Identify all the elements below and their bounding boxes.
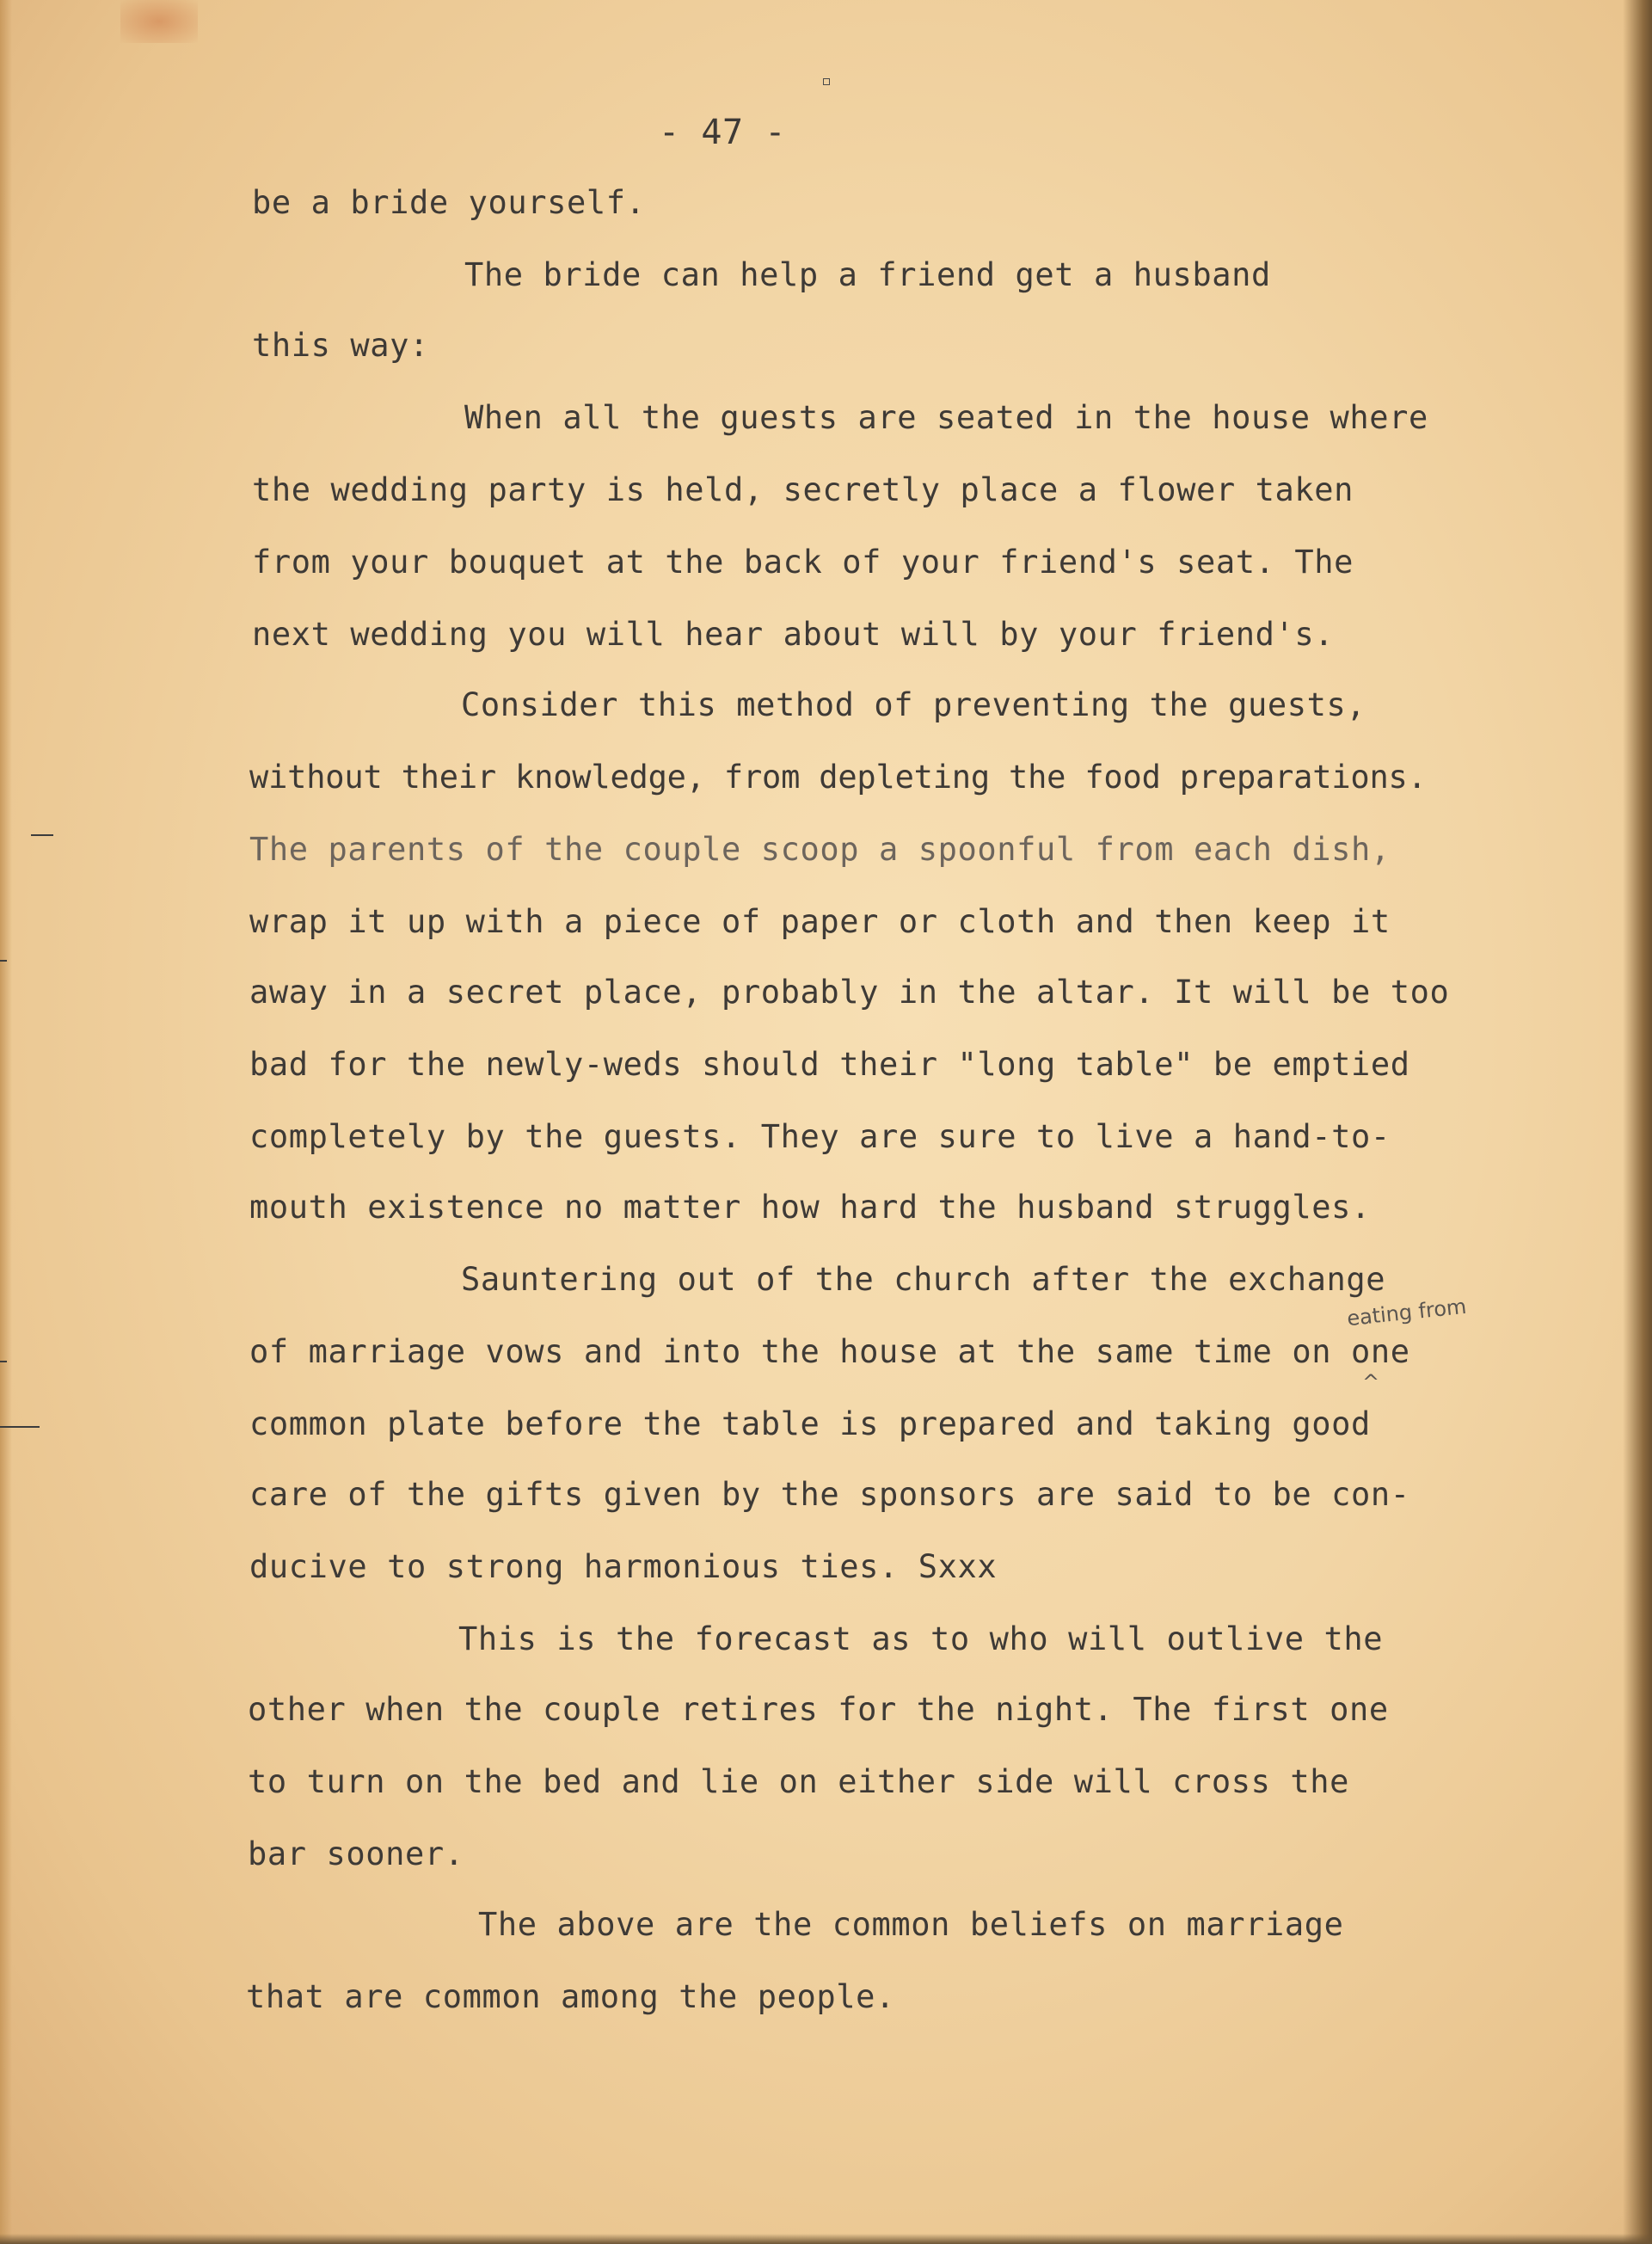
text-line: of marriage vows and into the house at the same time on one [249,1333,1410,1370]
text-line: from your bouquet at the back of your friend's seat. The [252,544,1354,581]
margin-mark [0,960,7,962]
text-line: ducive to strong harmonious ties. Sxxx [249,1548,998,1585]
insertion-caret: ^ [1362,1370,1380,1394]
text-line: to turn on the bed and lie on either side will cross the [248,1763,1350,1800]
page-edge-left [0,0,12,2244]
text-line: The parents of the couple scoop a spoonful from each dish, [249,831,1391,868]
text-line: the wedding party is held, secretly place a flower taken [252,471,1354,508]
text-line: bad for the newly-weds should their "long table" be emptied [249,1046,1410,1083]
page-number: - 47 - [659,113,787,152]
text-line: The above are the common beliefs on marriage [478,1906,1344,1943]
text-line: This is the forecast as to who will outlive the [458,1620,1384,1657]
text-line: without their knowledge, from depleting the food preparations. [249,759,1427,796]
text-line: common plate before the table is prepared and taking good [249,1405,1371,1442]
text-line: When all the guests are seated in the house where [464,399,1428,436]
text-line: away in a secret place, probably in the altar. It will be too [249,974,1450,1011]
page-edge-right [1623,0,1652,2244]
text-line: wrap it up with a piece of paper or cloth and then keep it [249,903,1391,940]
handwritten-annotation: eating from [1345,1294,1468,1331]
margin-mark [31,834,53,836]
text-line: Consider this method of preventing the guests, [461,686,1366,723]
paper-speck [823,78,830,85]
margin-mark [0,1361,7,1362]
text-line: next wedding you will hear about will by your friend's. [252,616,1335,653]
text-line: bar sooner. [248,1835,464,1872]
text-line: Sauntering out of the church after the exchange [461,1261,1386,1298]
text-line: be a bride yourself. [252,184,646,221]
text-line: that are common among the people. [246,1978,895,2015]
margin-mark [0,1426,40,1428]
text-line: this way: [252,327,429,364]
paper-stain [120,0,198,43]
text-line: completely by the guests. They are sure to live a hand-to- [249,1118,1391,1155]
text-line: The bride can help a friend get a husband [464,256,1271,293]
text-line: care of the gifts given by the sponsors are said to be con- [249,1476,1410,1513]
text-line: other when the couple retires for the night. The first one [248,1691,1389,1728]
page-edge-bottom [0,2234,1652,2244]
text-line: mouth existence no matter how hard the husband struggles. [249,1189,1371,1226]
